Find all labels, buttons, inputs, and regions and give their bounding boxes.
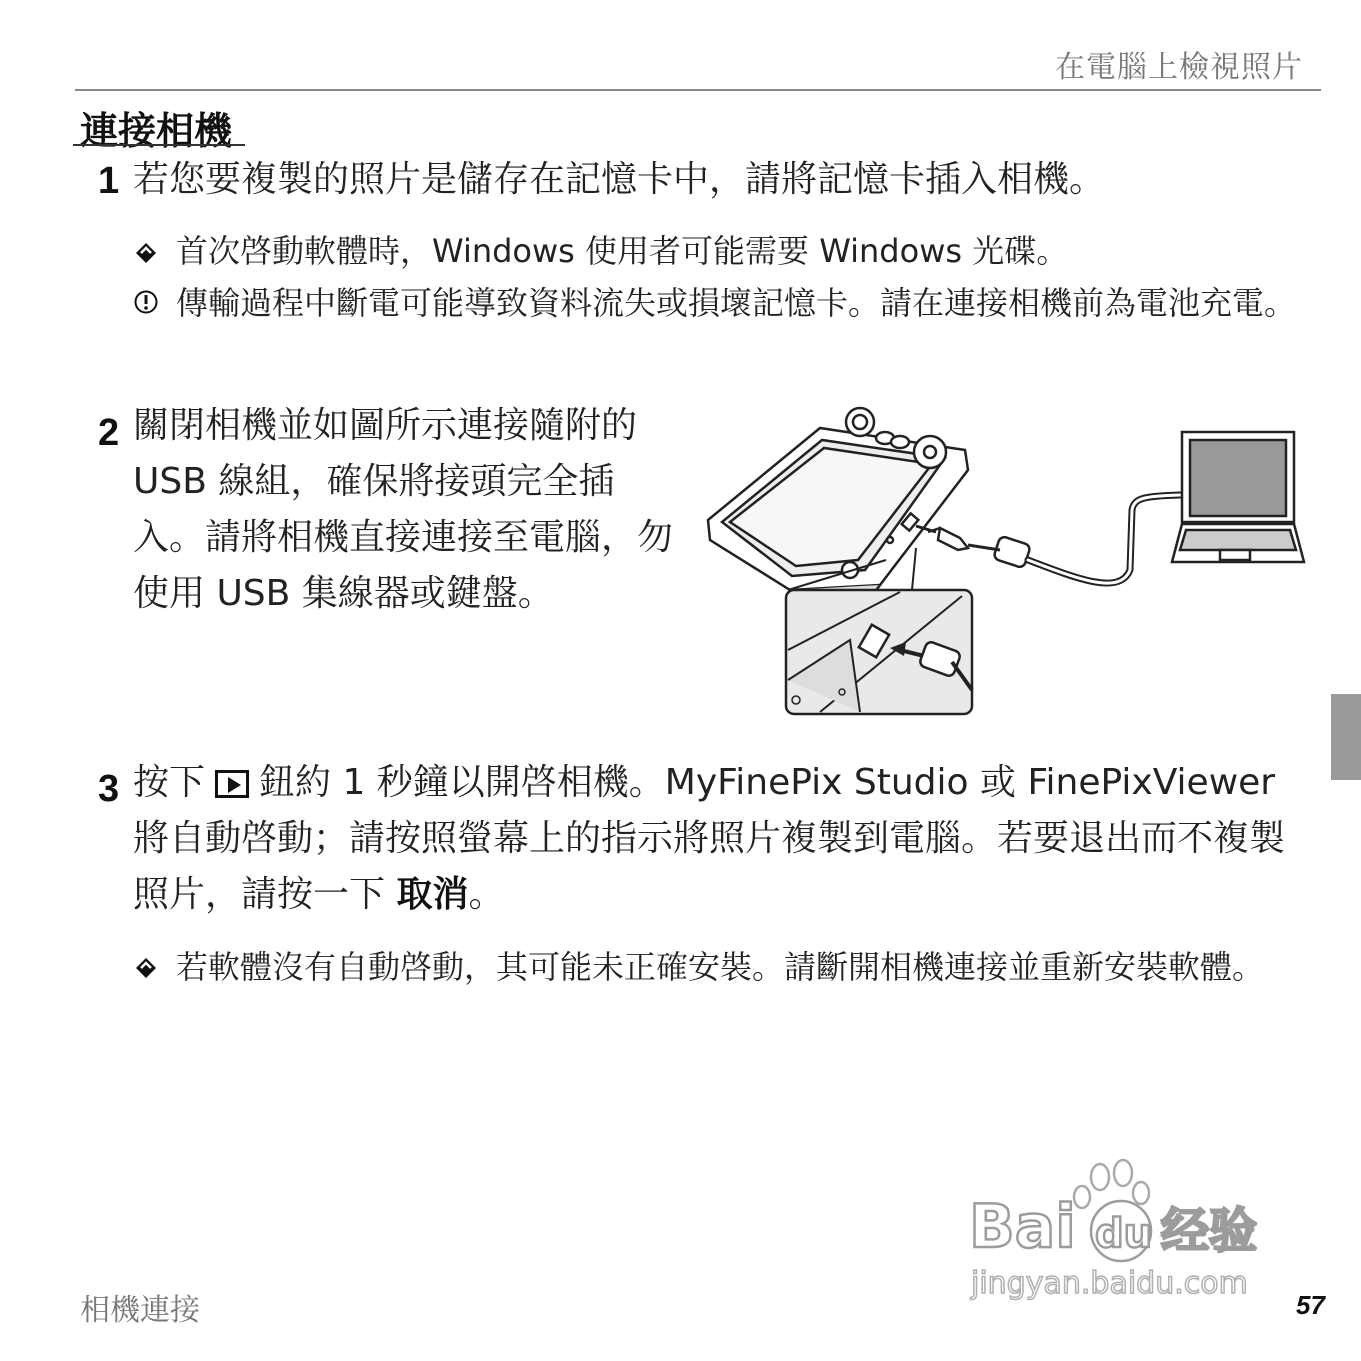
step-1-note: 首次啓動軟體時，Windows 使用者可能需要 Windows 光碟。 xyxy=(176,232,1069,270)
watermark-url: jingyan.baidu.com xyxy=(971,1266,1248,1301)
section-title-underline xyxy=(73,144,245,146)
footer-section-name: 相機連接 xyxy=(80,1293,200,1328)
watermark-brand-du: du xyxy=(1095,1211,1153,1257)
note-pencil-icon xyxy=(133,240,159,266)
usb-port-detail-inset xyxy=(786,590,972,714)
step-2-number: 2 xyxy=(98,412,120,454)
watermark-brand: Bai xyxy=(969,1192,1076,1262)
chapter-side-tab xyxy=(1331,694,1361,780)
step-3-text-end: 。 xyxy=(468,874,505,915)
camera-usb-connection-illustration xyxy=(700,400,1310,720)
watermark-brand-cn: 经验 xyxy=(1161,1203,1258,1259)
header-divider xyxy=(75,89,1321,91)
camera-illustration xyxy=(708,408,968,600)
page-header-title: 在電腦上檢視照片 xyxy=(1055,50,1303,85)
step-1-text: 若您要複製的照片是儲存在記憶卡中，請將記憶卡插入相機。 xyxy=(133,159,1106,200)
step-3-note: 若軟體沒有自動啓動，其可能未正確安裝。請斷開相機連接並重新安裝軟體。 xyxy=(176,948,1265,986)
cancel-label: 取消 xyxy=(396,874,469,915)
caution-icon xyxy=(133,289,159,315)
step-3-text-after: 鈕約 1 秒鐘以開啓相機。MyFinePix Studio 或 FinePixViewer 將自動啓動；請按照螢幕上的指示將照片複製到電腦。若要退出而不複製照片，請按一下 xyxy=(133,762,1286,915)
step-3-number: 3 xyxy=(98,768,120,810)
step-3-text xyxy=(133,755,1313,923)
step-1-number: 1 xyxy=(98,160,120,202)
step-2-text: 關閉相機並如圖所示連接隨附的 USB 線組，確保將接頭完全插入。請將相機直接連接至電腦，勿使用 USB 集線器或鍵盤。 xyxy=(133,405,674,614)
paw-logo-icon xyxy=(1074,1160,1149,1208)
step-3-text-before: 按下 xyxy=(133,762,206,803)
note-pencil-icon xyxy=(133,955,159,981)
laptop-illustration xyxy=(1172,432,1304,562)
baidu-jingyan-watermark xyxy=(965,1155,1285,1305)
page-number: 57 xyxy=(1296,1290,1325,1320)
step-1-caution: 傳輸過程中斷電可能導致資料流失或損壞記憶卡。請在連接相機前為電池充電。 xyxy=(176,284,1297,322)
section-title: 連接相機 xyxy=(80,109,233,153)
playback-button-icon xyxy=(215,770,249,798)
